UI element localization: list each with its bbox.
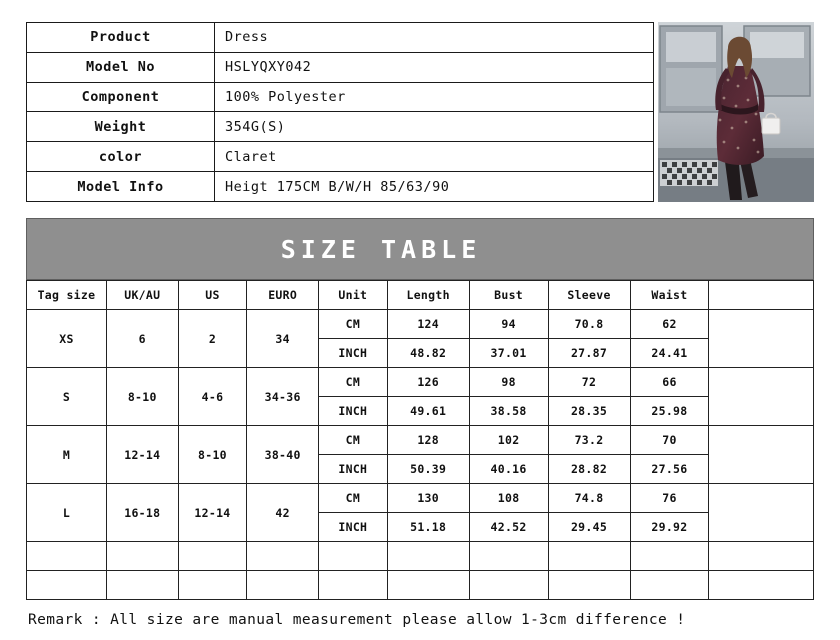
model-photo [658,22,814,202]
cell-bust-l-cm: 108 [469,484,548,513]
cell-euro-m: 38-40 [247,426,319,484]
header-filler [709,281,814,310]
header-bust: Bust [469,281,548,310]
remark-text: Remark : All size are manual measurement please allow 1-3cm difference ! [28,612,686,628]
cell-unit-s-cm: CM [319,368,388,397]
cell-blank [709,542,814,571]
table-row [27,426,814,455]
cell-blank [548,571,630,600]
cell-unit-l-cm: CM [319,484,388,513]
cell-unit-xs-inch: INCH [319,339,388,368]
cell-unit-m-cm: CM [319,426,388,455]
spec-value-model-no: HSLYQXY042 [215,52,654,82]
cell-sleeve-l-cm: 74.8 [548,484,630,513]
cell-length-l-cm: 130 [387,484,469,513]
cell-blank [319,542,388,571]
cell-blank [630,571,709,600]
table-row-blank [27,542,814,571]
spec-label-model-no: Model No [27,52,215,82]
cell-sleeve-m-inch: 28.82 [548,455,630,484]
cell-uk-au-s: 8-10 [106,368,178,426]
cell-blank [247,542,319,571]
table-row [27,484,814,513]
cell-blank [469,571,548,600]
header-us: US [178,281,247,310]
cell-blank [27,571,107,600]
cell-bust-m-cm: 102 [469,426,548,455]
cell-euro-xs: 34 [247,310,319,368]
cell-blank [548,542,630,571]
size-table-section [26,218,814,600]
cell-blank [178,542,247,571]
cell-blank [247,571,319,600]
cell-waist-l-inch: 29.92 [630,513,709,542]
table-row-blank [27,571,814,600]
cell-blank [387,542,469,571]
size-table-title-band [26,218,814,280]
cell-waist-s-cm: 66 [630,368,709,397]
spec-label-color: color [27,142,215,172]
table-row [27,142,654,172]
cell-waist-xs-cm: 62 [630,310,709,339]
cell-blank [387,571,469,600]
table-row [27,112,654,142]
cell-tag-size-m: M [27,426,107,484]
cell-us-xs: 2 [178,310,247,368]
header-length: Length [387,281,469,310]
cell-blank [178,571,247,600]
spec-label-component: Component [27,82,215,112]
spec-label-product: Product [27,23,215,53]
cell-euro-l: 42 [247,484,319,542]
product-spec-area [26,22,814,202]
cell-unit-l-inch: INCH [319,513,388,542]
cell-bust-xs-inch: 37.01 [469,339,548,368]
cell-waist-xs-inch: 24.41 [630,339,709,368]
cell-blank [630,542,709,571]
cell-sleeve-s-cm: 72 [548,368,630,397]
cell-filler [709,368,814,426]
cell-tag-size-xs: XS [27,310,107,368]
spec-label-model-info: Model Info [27,172,215,202]
cell-filler [709,426,814,484]
cell-length-s-cm: 126 [387,368,469,397]
cell-us-l: 12-14 [178,484,247,542]
cell-blank [319,571,388,600]
cell-length-m-cm: 128 [387,426,469,455]
cell-waist-l-cm: 76 [630,484,709,513]
cell-blank [106,542,178,571]
header-waist: Waist [630,281,709,310]
cell-unit-xs-cm: CM [319,310,388,339]
cell-length-xs-cm: 124 [387,310,469,339]
size-table [26,280,814,600]
header-euro: EURO [247,281,319,310]
cell-bust-m-inch: 40.16 [469,455,548,484]
cell-unit-s-inch: INCH [319,397,388,426]
cell-euro-s: 34-36 [247,368,319,426]
cell-waist-m-cm: 70 [630,426,709,455]
cell-blank [106,571,178,600]
cell-tag-size-s: S [27,368,107,426]
cell-bust-l-inch: 42.52 [469,513,548,542]
cell-tag-size-l: L [27,484,107,542]
cell-waist-s-inch: 25.98 [630,397,709,426]
spec-value-product: Dress [215,23,654,53]
table-row [27,368,814,397]
cell-filler [709,484,814,542]
spec-value-component: 100% Polyester [215,82,654,112]
cell-unit-m-inch: INCH [319,455,388,484]
table-row [27,23,654,53]
cell-blank [709,571,814,600]
table-row [27,310,814,339]
cell-length-m-inch: 50.39 [387,455,469,484]
spec-value-weight: 354G(S) [215,112,654,142]
header-uk-au: UK/AU [106,281,178,310]
page-title: SIZE TABLE [280,234,482,264]
header-unit: Unit [319,281,388,310]
cell-filler [709,310,814,368]
cell-length-s-inch: 49.61 [387,397,469,426]
cell-uk-au-xs: 6 [106,310,178,368]
spec-value-model-info: Heigt 175CM B/W/H 85/63/90 [215,172,654,202]
header-tag-size: Tag size [27,281,107,310]
spec-value-color: Claret [215,142,654,172]
cell-blank [27,542,107,571]
cell-bust-s-inch: 38.58 [469,397,548,426]
product-spec-table [26,22,654,202]
table-row [27,172,654,202]
cell-length-xs-inch: 48.82 [387,339,469,368]
table-row [27,52,654,82]
cell-bust-s-cm: 98 [469,368,548,397]
cell-waist-m-inch: 27.56 [630,455,709,484]
header-sleeve: Sleeve [548,281,630,310]
cell-sleeve-m-cm: 73.2 [548,426,630,455]
cell-length-l-inch: 51.18 [387,513,469,542]
cell-sleeve-s-inch: 28.35 [548,397,630,426]
cell-uk-au-l: 16-18 [106,484,178,542]
cell-sleeve-xs-inch: 27.87 [548,339,630,368]
size-table-header-row [27,281,814,310]
cell-sleeve-xs-cm: 70.8 [548,310,630,339]
cell-us-s: 4-6 [178,368,247,426]
cell-bust-xs-cm: 94 [469,310,548,339]
cell-uk-au-m: 12-14 [106,426,178,484]
cell-blank [469,542,548,571]
cell-us-m: 8-10 [178,426,247,484]
spec-label-weight: Weight [27,112,215,142]
table-row [27,82,654,112]
cell-sleeve-l-inch: 29.45 [548,513,630,542]
